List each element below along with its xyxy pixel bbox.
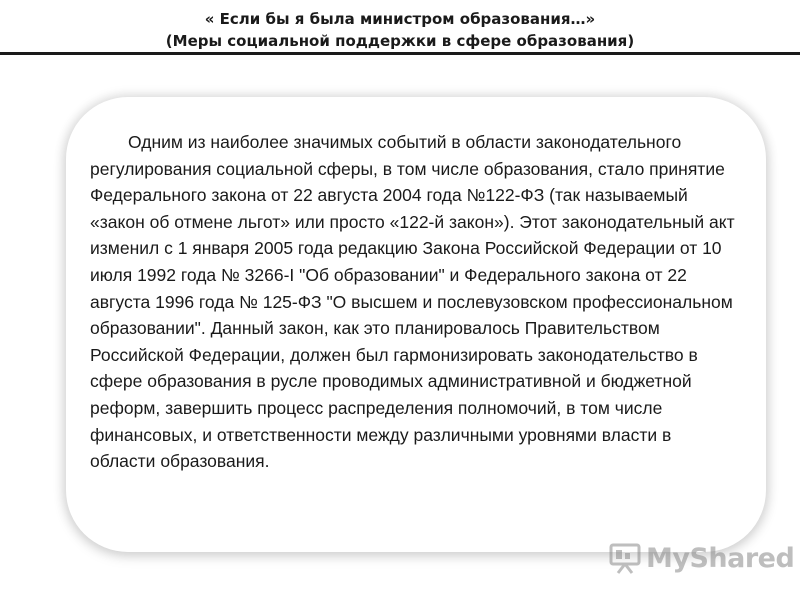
slide-title: « Если бы я была министром образования…» [204, 10, 596, 28]
body-paragraph: Одним из наиболее значимых событий в области законодательного регулирования социальной сферы, в том числе образования, стало принятие Федерального закона от 22 августа 2004 года №122-ФЗ (так называемый «закон об отмене льгот» или просто «122-й закон»). Этот законодательный акт изменил с 1 января 2005 года редакцию Закона Российской Федерации от 10 июля 1992 года № 3266-I "Об образовании" и Федерального закона от 22 августа 1996 года № 125-ФЗ "О высшем и послевузовском профессиональном образовании". Данный закон, как это планировалось Правительством Российской Федерации, должен был гармонизировать законодательство в сфере образования в русле проводимых административной и бюджетной реформ, завершить процесс распределения полномочий, в том числе финансовых, и ответственности между различными уровнями власти в области образования. [90, 132, 735, 472]
watermark-logo [608, 538, 794, 578]
slide-subtitle: (Меры социальной поддержки в сфере образования) [165, 32, 635, 50]
presentation-board-icon [608, 541, 642, 575]
header-divider [0, 52, 800, 55]
watermark-text: MyShared [646, 542, 795, 574]
slide-header [0, 8, 800, 52]
